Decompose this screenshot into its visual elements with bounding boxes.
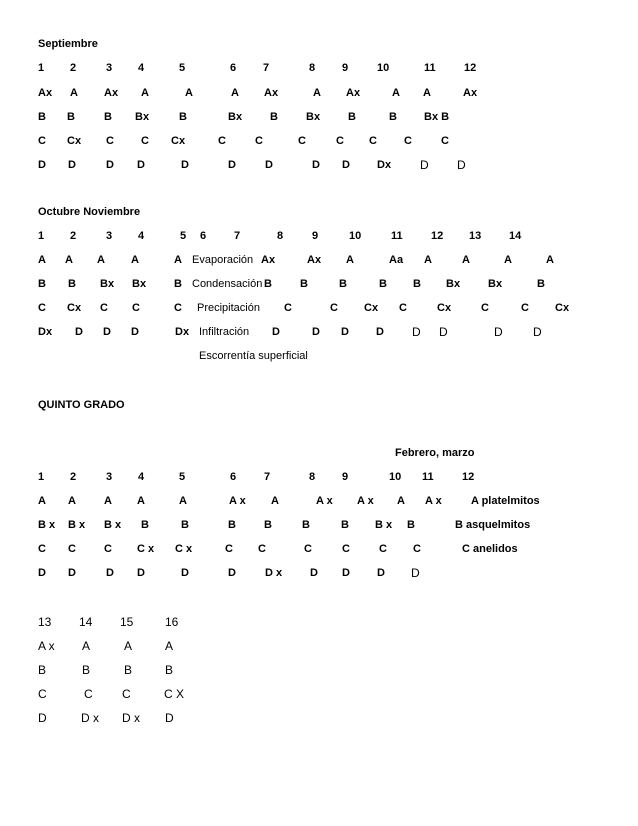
cell: D x	[81, 711, 99, 725]
cell: 14	[509, 230, 522, 242]
cell: 3	[106, 62, 113, 74]
cell: 7	[234, 230, 241, 242]
cell: D	[75, 326, 83, 338]
cell: Ax	[346, 87, 361, 99]
cell: D	[342, 567, 350, 579]
water-cycle-runoff-label: Escorrentía superficial	[199, 350, 308, 362]
cell: C	[141, 135, 149, 147]
cell: D	[228, 159, 236, 171]
cell: C	[174, 302, 182, 314]
cell: A	[38, 495, 46, 507]
cell: D	[533, 325, 542, 339]
cell: D	[68, 567, 76, 579]
cell: C X	[164, 687, 185, 701]
cell: C x	[175, 543, 193, 555]
cell: B	[339, 278, 347, 290]
cell: Ax	[38, 87, 53, 99]
cell: C x	[137, 543, 155, 555]
cell: D	[457, 158, 466, 172]
cell: B	[537, 278, 545, 290]
cell: Evaporación	[192, 254, 254, 266]
cell: Dx	[175, 326, 190, 338]
cell: Ax	[307, 254, 322, 266]
cell: Cx	[555, 302, 570, 314]
cell: B	[389, 111, 397, 123]
cell: Bx	[135, 111, 150, 123]
cell: C	[399, 302, 407, 314]
cell: 14	[79, 615, 93, 629]
cell: D	[272, 326, 280, 338]
cell: A	[231, 87, 239, 99]
cell: A	[137, 495, 145, 507]
cell: 1	[38, 230, 45, 242]
cell: C	[255, 135, 263, 147]
cell: B	[174, 278, 182, 290]
cell: 9	[342, 62, 349, 74]
cell: Dx	[377, 159, 392, 171]
cell: D	[106, 567, 114, 579]
cell: C	[68, 543, 76, 555]
cell: 1	[38, 62, 45, 74]
cell: C	[258, 543, 266, 555]
cell: C	[481, 302, 489, 314]
cell: 12	[431, 230, 444, 242]
cell: D	[265, 159, 273, 171]
cell: D	[228, 567, 236, 579]
cell: C	[298, 135, 306, 147]
cell: C	[225, 543, 233, 555]
cell: C	[413, 543, 421, 555]
cell: D	[38, 159, 46, 171]
cell: D	[412, 325, 421, 339]
cell: 6	[230, 471, 237, 483]
cell: B	[179, 111, 187, 123]
cell: Bx	[306, 111, 321, 123]
cell: A	[424, 254, 432, 266]
cell: A	[392, 87, 400, 99]
cell: Bx	[228, 111, 243, 123]
cell: A x	[316, 495, 333, 507]
cell: A	[141, 87, 149, 99]
cell: D	[131, 326, 139, 338]
cell: B	[407, 519, 415, 531]
cell: D	[38, 567, 46, 579]
cell: Precipitación	[197, 302, 260, 314]
cell: Cx	[67, 302, 82, 314]
cell: Ax	[264, 87, 279, 99]
cell: D	[377, 567, 385, 579]
cell: B x	[68, 519, 86, 531]
cell: C	[84, 687, 93, 701]
cell: A	[65, 254, 73, 266]
cell: A	[462, 254, 470, 266]
cell: D	[181, 567, 189, 579]
cell: 5	[179, 471, 186, 483]
cell: C	[132, 302, 140, 314]
cell: A	[174, 254, 182, 266]
cell: 6	[230, 62, 237, 74]
cell: C	[330, 302, 338, 314]
cell: B	[228, 519, 236, 531]
cell: A	[165, 639, 174, 653]
cell: 8	[309, 471, 316, 483]
cell: C	[521, 302, 529, 314]
cell: 13	[469, 230, 482, 242]
cell: B	[124, 663, 133, 677]
cell: B asquelmitos	[455, 519, 531, 531]
cell: 3	[106, 230, 113, 242]
cell: D	[312, 159, 320, 171]
cell: A	[68, 495, 76, 507]
cell: C	[106, 135, 114, 147]
cell: B	[181, 519, 189, 531]
cell: Bx	[100, 278, 115, 290]
cell: B	[302, 519, 310, 531]
cell: 11	[422, 471, 434, 483]
cell: Bx B	[424, 111, 450, 123]
cell: Ax	[104, 87, 119, 99]
cell: C	[404, 135, 412, 147]
cell: A	[131, 254, 139, 266]
section-subheading-febrero-marzo: Febrero, marzo	[395, 447, 475, 459]
cell: 11	[391, 230, 403, 242]
cell: Cx	[437, 302, 452, 314]
cell: 11	[424, 62, 436, 74]
cell: D	[103, 326, 111, 338]
cell: C	[104, 543, 112, 555]
cell: Dx	[38, 326, 53, 338]
cell: C	[379, 543, 387, 555]
cell: D	[341, 326, 349, 338]
cell: Ax	[463, 87, 478, 99]
cell: C	[38, 302, 46, 314]
cell: A	[38, 254, 46, 266]
cell: D	[312, 326, 320, 338]
cell: 13	[38, 615, 52, 629]
section-heading-septiembre: Septiembre	[38, 38, 98, 50]
cell: 6	[200, 230, 207, 242]
cell: 15	[120, 615, 134, 629]
cell: 12	[462, 471, 475, 483]
cell: 4	[138, 230, 145, 242]
cell: D	[137, 567, 145, 579]
cell: A x	[229, 495, 246, 507]
cell: 7	[263, 62, 270, 74]
cell: C	[38, 135, 46, 147]
cell: C	[218, 135, 226, 147]
cell: A	[397, 495, 405, 507]
cell: 4	[138, 471, 145, 483]
cell: A	[97, 254, 105, 266]
cell: D	[165, 711, 174, 725]
cell: D	[310, 567, 318, 579]
cell: D	[137, 159, 145, 171]
cell: C	[122, 687, 131, 701]
cell: Bx	[446, 278, 461, 290]
cell: B x	[104, 519, 122, 531]
cell: B	[82, 663, 91, 677]
cell: Aa	[389, 254, 404, 266]
cell: B	[38, 111, 46, 123]
cell: A	[313, 87, 321, 99]
cell: B	[165, 663, 174, 677]
cell: 2	[70, 230, 77, 242]
cell: C	[100, 302, 108, 314]
cell: B x	[375, 519, 393, 531]
cell: A	[423, 87, 431, 99]
cell: 7	[264, 471, 271, 483]
cell: A	[82, 639, 91, 653]
cell: B	[38, 663, 47, 677]
cell: A	[185, 87, 193, 99]
cell: 5	[180, 230, 187, 242]
cell: A	[546, 254, 554, 266]
cell: 12	[464, 62, 477, 74]
cell: D	[68, 159, 76, 171]
cell: B	[68, 278, 76, 290]
cell: B	[300, 278, 308, 290]
cell: 2	[70, 471, 77, 483]
cell: B	[104, 111, 112, 123]
cell: 5	[179, 62, 186, 74]
cell: 8	[309, 62, 316, 74]
cell: B	[341, 519, 349, 531]
cell: Condensación	[192, 278, 263, 290]
cell: A	[271, 495, 279, 507]
cell: Cx	[67, 135, 82, 147]
cell: A	[346, 254, 354, 266]
cell: Ax	[261, 254, 276, 266]
cell: 1	[38, 471, 45, 483]
cell: B	[270, 111, 278, 123]
cell: B	[264, 278, 272, 290]
cell: D x	[265, 567, 283, 579]
cell: D	[181, 159, 189, 171]
cell: B	[348, 111, 356, 123]
cell: 10	[389, 471, 402, 483]
cell: 9	[312, 230, 319, 242]
cell: D	[342, 159, 350, 171]
cell: 10	[349, 230, 362, 242]
cell: C	[38, 687, 47, 701]
cell: B	[379, 278, 387, 290]
cell: A x	[38, 639, 55, 653]
cell: C	[336, 135, 344, 147]
cell: Bx	[132, 278, 147, 290]
cell: A	[504, 254, 512, 266]
cell: Cx	[364, 302, 379, 314]
cell: 9	[342, 471, 349, 483]
cell: D	[439, 325, 448, 339]
section-heading-quinto-grado: QUINTO GRADO	[38, 399, 125, 411]
cell: A	[179, 495, 187, 507]
cell: 4	[138, 62, 145, 74]
cell: B	[67, 111, 75, 123]
section-heading-octubre-noviembre: Octubre Noviembre	[38, 206, 141, 218]
cell: C	[284, 302, 292, 314]
cell: C	[369, 135, 377, 147]
cell: B	[413, 278, 421, 290]
cell: C	[38, 543, 46, 555]
cell: A	[124, 639, 133, 653]
cell: Infiltración	[199, 326, 250, 338]
cell: D x	[122, 711, 140, 725]
cell: A x	[425, 495, 442, 507]
cell: 8	[277, 230, 284, 242]
cell: C anelidos	[462, 543, 518, 555]
cell: 16	[165, 615, 179, 629]
cell: D	[106, 159, 114, 171]
cell: A	[104, 495, 112, 507]
cell: D	[411, 566, 420, 580]
cell: B	[38, 278, 46, 290]
cell: B	[264, 519, 272, 531]
cell: Bx	[488, 278, 503, 290]
cell: Cx	[171, 135, 186, 147]
cell: 2	[70, 62, 77, 74]
cell: D	[494, 325, 503, 339]
cell: B x	[38, 519, 56, 531]
cell: 3	[106, 471, 113, 483]
cell: C	[441, 135, 449, 147]
cell: C	[304, 543, 312, 555]
cell: D	[420, 158, 429, 172]
cell: A	[70, 87, 78, 99]
cell: B	[141, 519, 149, 531]
cell: D	[38, 711, 47, 725]
cell: 10	[377, 62, 390, 74]
cell: D	[376, 326, 384, 338]
cell: A x	[357, 495, 374, 507]
cell: C	[342, 543, 350, 555]
cell: A platelmitos	[471, 495, 540, 507]
